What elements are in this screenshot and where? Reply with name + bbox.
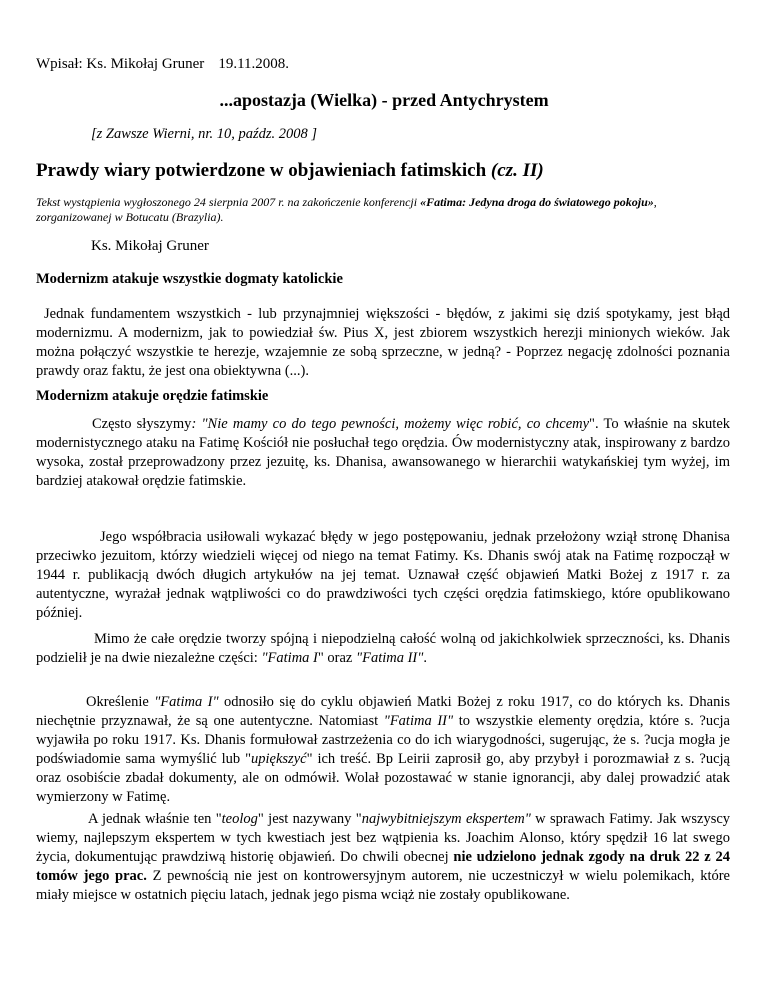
section-heading-2: Modernizm atakuje orędzie fatimskie (36, 388, 269, 404)
p5-text-g: " ich treść. Bp Leirii zaprosił go, aby przybył i porozmawiał z s. ?ucją oraz osobiście zbadał dokumenty, ale on odmówił. Wolał pozostawać w stanie ignorancji, aby dalej prowadzić atak wymierzony w Fatimę. (36, 751, 730, 805)
p5-text-c: odnosiło się do cyklu objawień Matki Bożej z roku 1917, co do których ks. Dhanis niechętnie przyznawał, że są one autentyczne. Natomiast (36, 694, 730, 729)
article-title-main: Prawdy wiary potwierdzone w objawieniach fatimskich (36, 160, 487, 181)
conference-name: «Fatima: Jedyna droga do światowego pokoju» (420, 195, 654, 209)
entry-meta (36, 56, 289, 73)
p6-text-a: A jednak właśnie ten " (88, 811, 222, 827)
intro-before: Tekst wystąpienia wygłoszonego 24 sierpnia 2007 r. na zakończenie konferencji (36, 195, 421, 209)
entry-date: 19.11.2008. (218, 56, 290, 72)
p4-text-e: . (423, 650, 427, 666)
section-heading-1: Modernizm atakuje wszystkie dogmaty katolickie (36, 271, 343, 287)
p4-fatima-2: "Fatima II" (356, 650, 424, 666)
p6-text-c: " jest nazywany " (257, 811, 362, 827)
p5-fatima-2: "Fatima II" (383, 713, 454, 729)
intro-after: , zorganizowanej w Botucatu (Brazylia). (36, 195, 657, 224)
paragraph-5 (36, 693, 730, 807)
p4-fatima-1: "Fatima I (261, 650, 318, 666)
paragraph-4 (36, 630, 730, 668)
p6-expert: najwybitniejszym ekspertem" (361, 811, 531, 827)
p4-text-c: " oraz (317, 650, 356, 666)
paragraph-1: Jednak fundamentem wszystkich - lub przynajmniej większości - błędów, z jakimi się dziś spotykamy, jest błąd modernizmu. A modernizm, jak to powiedział św. Pius X, jest zbiorem wszystkich herezji minionych wieków. Jak można połączyć wszystkie te herezje, wzajemnie ze sobą sprzeczne, w jedną? - Poprzez negację zdolności poznania prawdy oraz faktu, że jest ona obiektywna (...). (36, 306, 730, 379)
article-title-part: (cz. II) (490, 160, 544, 181)
p5-text-e: to wszystkie elementy orędzia, które s. ?ucja wyjawiła po roku 1917. Ks. Dhanis formułował zastrzeżenia co do ich wiarygodności, sugerując, że s. ?ucja mogła je podświadomie sama wymyślić lub " (36, 713, 730, 767)
p6-theologian: teolog (221, 811, 258, 827)
paragraph-3: Jego współbracia usiłowali wykazać błędy w jego postępowaniu, jednak przełożony wziął stronę Dhanisa przeciwko jezuitom, którzy wiedzieli więcej od niego na temat Fatimy. Ks. Dhanis swój atak na Fatimę rozpoczął w 1944 r. publikacją dwóch długich artykułów na jej temat. Uznawał część objawień Matki Bożej z 1917 r. za autentyczne, wyrażał jednak wątpliwości co do prawdziwości tych części orędzia fatimskiego, które opublikowano później. (36, 529, 730, 621)
p5-embellish: upiększyć (251, 751, 307, 767)
p2-quote: : "Nie mamy co do tego pewności, możemy więc robić, co chcemy (191, 416, 590, 432)
p4-text-a: Mimo że całe orędzie tworzy spójną i niepodzielną całość wolną od jakichkolwiek sprzeczności, ks. Dhanis podzielił je na dwie niezależne części: (36, 631, 730, 666)
p2-text-c: ". To właśnie na skutek modernistycznego ataku na Fatimę Kościół nie posłuchał tego orędzia. Ów modernistyczny atak, inspirowany z bardzo wysoka, został przeprowadzony przez jezuitę, ks. Dhanisa, awansowanego w hierarchii watykańskiej tym wyżej, im bardziej atakował orędzie fatimskie. (36, 416, 731, 489)
p2-text-a: Często słyszymy (92, 416, 192, 432)
paragraph-2 (36, 415, 730, 491)
p6-text-g: Z pewnością nie jest on kontrowersyjnym autorem, nie uczestniczył w wielu polemikach, które miały miejsce w ostatnich pięciu latach, jednak jego pisma wciąż nie zostały opublikowane. (36, 868, 730, 903)
p6-bold-statement: nie udzielono jednak zgody na druk 22 z 24 tomów jego prac. (36, 849, 730, 884)
paragraph-6 (36, 810, 730, 905)
p5-fatima-1: "Fatima I" (154, 694, 219, 710)
entered-by: Wpisał: Ks. Mikołaj Gruner (36, 56, 205, 72)
p6-text-e: w sprawach Fatimy. Jak wszyscy wiemy, najlepszym ekspertem w tych kwestiach jest bez wątpienia ks. Joachim Alonso, który spędził 16 lat swego życia, dokumentując prawdziwą historię objawień. Do chwili obecnej (36, 811, 731, 865)
author-name: Ks. Mikołaj Gruner (91, 238, 209, 254)
p5-text-a: Określenie (86, 694, 155, 710)
page-heading: ...apostazja (Wielka) - przed Antychrystem (219, 90, 549, 110)
source-citation: [z Zawsze Wierni, nr. 10, paźdz. 2008 ] (91, 126, 317, 142)
article-title (36, 160, 544, 182)
intro-note (36, 195, 726, 225)
